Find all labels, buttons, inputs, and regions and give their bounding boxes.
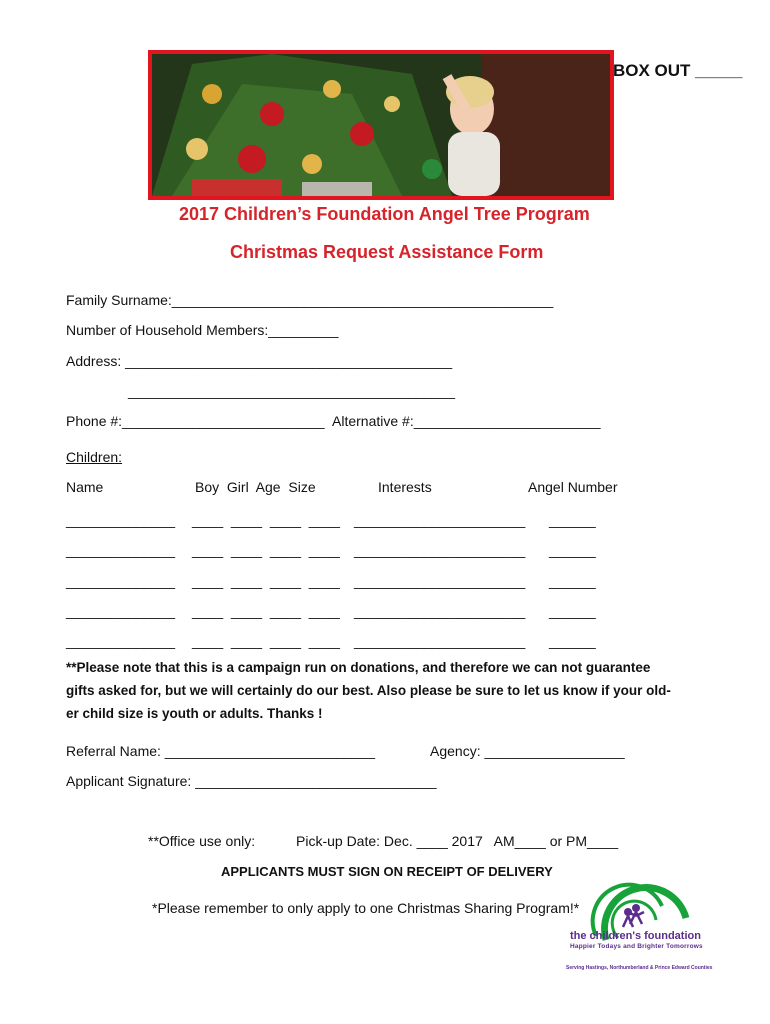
office-use-label: **Office use only:	[148, 833, 256, 849]
child-name-field[interactable]: ______________	[66, 603, 176, 619]
col-interests-header: Interests	[378, 479, 432, 495]
child-details-field[interactable]: ____ ____ ____ ____	[192, 633, 340, 649]
logo-name: the children's foundation	[570, 930, 701, 942]
phone-field[interactable]: Phone #:__________________________	[66, 413, 325, 429]
child-angel-number-field[interactable]: ______	[549, 542, 596, 558]
child-angel-number-field[interactable]: ______	[549, 603, 596, 619]
child-interests-field[interactable]: ______________________	[354, 573, 526, 589]
note-line-1: **Please note that this is a campaign run on donations, and therefore we can not guarantee	[66, 660, 651, 675]
alternative-phone-field[interactable]: Alternative #:________________________	[332, 413, 601, 429]
address-field[interactable]: Address: __________________________________________	[66, 353, 453, 369]
childrens-foundation-logo	[566, 878, 730, 978]
must-sign-notice: APPLICANTS MUST SIGN ON RECEIPT OF DELIVERY	[221, 864, 553, 879]
child-name-field[interactable]: ______________	[66, 633, 176, 649]
page-title: 2017 Children’s Foundation Angel Tree Program	[179, 204, 590, 224]
agency-field[interactable]: Agency: __________________	[430, 743, 625, 759]
christmas-tree-illustration	[152, 54, 610, 196]
child-angel-number-field[interactable]: ______	[549, 512, 596, 528]
page-subtitle: Christmas Request Assistance Form	[230, 242, 544, 262]
child-name-field[interactable]: ______________	[66, 512, 176, 528]
child-name-field[interactable]: ______________	[66, 542, 176, 558]
pickup-date-field[interactable]: Pick-up Date: Dec. ____ 2017 AM____ or PM____	[296, 833, 619, 849]
child-details-field[interactable]: ____ ____ ____ ____	[192, 542, 340, 558]
child-interests-field[interactable]: ______________________	[354, 633, 526, 649]
note-line-3: er child size is youth or adults. Thanks !	[66, 706, 323, 721]
referral-name-field[interactable]: Referral Name: ___________________________	[66, 743, 376, 759]
logo-serving-area: Serving Hastings, Northumberland & Prince Edward Counties	[566, 965, 713, 971]
logo-tagline: Happier Todays and Brighter Tomorrows	[570, 943, 703, 950]
child-details-field[interactable]: ____ ____ ____ ____	[192, 512, 340, 528]
christmas-tree-photo	[148, 50, 614, 200]
children-heading: Children:	[66, 449, 123, 465]
one-program-reminder: *Please remember to only apply to one Christmas Sharing Program!*	[152, 900, 580, 916]
applicant-signature-field[interactable]: Applicant Signature: _______________________________	[66, 773, 437, 789]
foundation-swirl-icon	[566, 878, 730, 978]
child-name-field[interactable]: ______________	[66, 573, 176, 589]
child-details-field[interactable]: ____ ____ ____ ____	[192, 603, 340, 619]
child-interests-field[interactable]: ______________________	[354, 603, 526, 619]
child-angel-number-field[interactable]: ______	[549, 573, 596, 589]
household-members-field[interactable]: Number of Household Members:_________	[66, 322, 339, 338]
child-angel-number-field[interactable]: ______	[549, 633, 596, 649]
col-name-header: Name	[66, 479, 104, 495]
address-field-line2[interactable]: __________________________________________	[128, 383, 456, 399]
child-interests-field[interactable]: ______________________	[354, 542, 526, 558]
col-angel-number-header: Angel Number	[528, 479, 618, 495]
note-line-2: gifts asked for, but we will certainly do our best. Also please be sure to let us know if your old-	[66, 683, 671, 698]
family-surname-field[interactable]: Family Surname:_________________________________________________	[66, 292, 554, 308]
box-out-field[interactable]: BOX OUT _____	[613, 61, 743, 80]
col-boy-girl-age-size-header: Boy Girl Age Size	[195, 479, 316, 495]
child-interests-field[interactable]: ______________________	[354, 512, 526, 528]
child-details-field[interactable]: ____ ____ ____ ____	[192, 573, 340, 589]
